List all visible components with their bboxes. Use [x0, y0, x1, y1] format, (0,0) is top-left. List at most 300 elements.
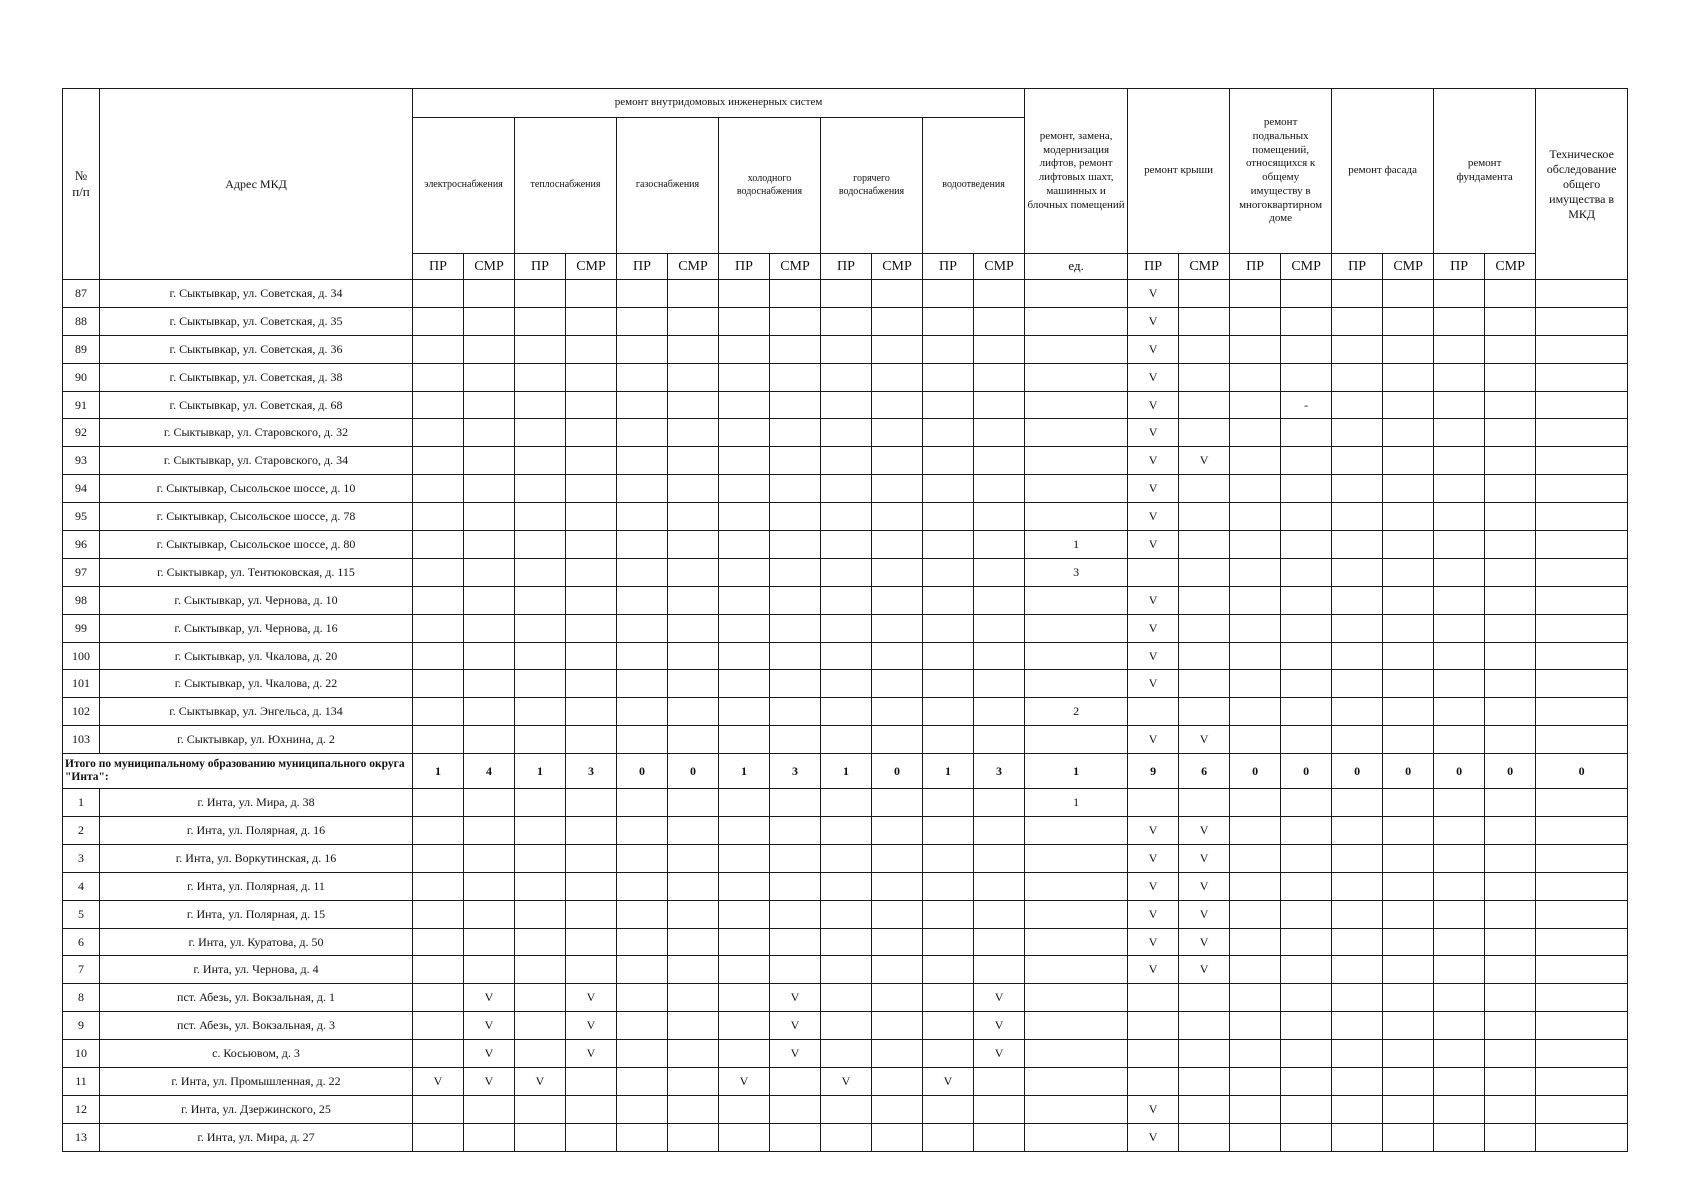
row-cell [821, 586, 872, 614]
row-cell [464, 531, 515, 559]
row-cell [515, 1040, 566, 1068]
total-cell: 9 [1128, 754, 1179, 789]
row-cell [515, 586, 566, 614]
row-cell [872, 447, 923, 475]
row-cell [1434, 956, 1485, 984]
row-cell [923, 447, 974, 475]
table-row [63, 698, 1628, 726]
row-cell: 1 [1025, 531, 1128, 559]
row-cell [1383, 1012, 1434, 1040]
row-cell [1281, 1095, 1332, 1123]
row-cell [1025, 817, 1128, 845]
row-cell [1230, 391, 1281, 419]
row-cell [1485, 558, 1536, 586]
row-cell [515, 335, 566, 363]
row-number: 96 [63, 531, 100, 559]
row-cell [719, 558, 770, 586]
row-cell: V [464, 1040, 515, 1068]
total-cell: 1 [821, 754, 872, 789]
table-row [63, 1123, 1628, 1151]
row-cell [1485, 844, 1536, 872]
row-cell [1332, 900, 1383, 928]
row-cell [566, 844, 617, 872]
row-cell: V [1128, 872, 1179, 900]
row-cell [719, 1040, 770, 1068]
row-cell [1434, 307, 1485, 335]
row-cell [719, 335, 770, 363]
row-cell [413, 363, 464, 391]
row-cell [1179, 1095, 1230, 1123]
row-cell [1025, 1123, 1128, 1151]
row-cell [1179, 419, 1230, 447]
row-cell [974, 335, 1025, 363]
row-cell [1230, 726, 1281, 754]
row-cell [1281, 558, 1332, 586]
total-label: Итого по муниципальному образованию муниципального округа "Инта": [63, 754, 413, 789]
row-cell [872, 984, 923, 1012]
row-cell [770, 558, 821, 586]
row-cell [1025, 447, 1128, 475]
row-cell [413, 447, 464, 475]
row-cell [1485, 1040, 1536, 1068]
table-row [63, 614, 1628, 642]
row-number: 91 [63, 391, 100, 419]
total-cell: 1 [413, 754, 464, 789]
row-cell: V [413, 1068, 464, 1096]
row-cell [1281, 789, 1332, 817]
row-cell [617, 872, 668, 900]
row-cell [566, 307, 617, 335]
row-cell [1281, 503, 1332, 531]
row-number: 10 [63, 1040, 100, 1068]
header-unit: ед. [1025, 254, 1128, 280]
row-cell [668, 670, 719, 698]
row-cell [1332, 586, 1383, 614]
row-cell [1485, 984, 1536, 1012]
row-cell [1536, 475, 1628, 503]
row-cell: 1 [1025, 789, 1128, 817]
row-cell [1434, 670, 1485, 698]
row-address: г. Сыктывкар, Сысольское шоссе, д. 10 [100, 475, 413, 503]
row-cell [1536, 503, 1628, 531]
header-number: № п/п [63, 89, 100, 280]
row-cell [1383, 419, 1434, 447]
row-cell [413, 1123, 464, 1151]
row-address: г. Инта, ул. Мира, д. 38 [100, 789, 413, 817]
row-cell [872, 558, 923, 586]
row-cell [1281, 280, 1332, 308]
row-cell [719, 531, 770, 559]
row-cell [1281, 844, 1332, 872]
row-cell [872, 928, 923, 956]
row-cell [515, 363, 566, 391]
row-cell [1434, 280, 1485, 308]
row-cell [1332, 817, 1383, 845]
row-cell [1536, 447, 1628, 475]
row-cell [770, 928, 821, 956]
row-cell [668, 872, 719, 900]
total-cell: 0 [1332, 754, 1383, 789]
row-address: г. Инта, ул. Полярная, д. 11 [100, 872, 413, 900]
row-cell [1332, 726, 1383, 754]
row-cell [1485, 280, 1536, 308]
row-cell [566, 363, 617, 391]
row-cell: V [1128, 586, 1179, 614]
row-cell [1536, 642, 1628, 670]
table-row [63, 642, 1628, 670]
row-cell [923, 726, 974, 754]
row-cell: V [1128, 900, 1179, 928]
row-cell [872, 789, 923, 817]
row-cell [872, 1123, 923, 1151]
row-cell [923, 1040, 974, 1068]
row-cell [923, 363, 974, 391]
row-cell [515, 817, 566, 845]
row-cell [923, 1095, 974, 1123]
row-cell: V [1128, 614, 1179, 642]
row-number: 4 [63, 872, 100, 900]
row-cell [1485, 419, 1536, 447]
row-cell [821, 531, 872, 559]
row-cell [974, 642, 1025, 670]
row-cell [1230, 956, 1281, 984]
total-cell: 0 [872, 754, 923, 789]
row-cell [770, 363, 821, 391]
row-cell [515, 698, 566, 726]
row-cell [1281, 984, 1332, 1012]
row-cell [1025, 307, 1128, 335]
row-address: г. Инта, ул. Куратова, д. 50 [100, 928, 413, 956]
header-pr: ПР [1128, 254, 1179, 280]
row-cell [1434, 642, 1485, 670]
header-foundation: ремонт фундамента [1434, 89, 1536, 254]
row-cell: V [1128, 817, 1179, 845]
table-body [63, 280, 1628, 1152]
row-cell [1230, 586, 1281, 614]
row-cell [1383, 1095, 1434, 1123]
row-cell [821, 726, 872, 754]
row-cell [821, 558, 872, 586]
row-cell: V [770, 1040, 821, 1068]
row-number: 87 [63, 280, 100, 308]
row-cell: V [566, 984, 617, 1012]
row-cell [464, 447, 515, 475]
row-cell [413, 614, 464, 642]
row-cell [770, 503, 821, 531]
total-cell: 0 [1230, 754, 1281, 789]
row-cell [1025, 844, 1128, 872]
row-address: г. Сыктывкар, ул. Чернова, д. 16 [100, 614, 413, 642]
row-address: г. Сыктывкар, ул. Тентюковская, д. 115 [100, 558, 413, 586]
row-cell [1025, 900, 1128, 928]
row-cell [821, 872, 872, 900]
row-cell [464, 586, 515, 614]
header-smr: СМР [872, 254, 923, 280]
row-cell [1383, 503, 1434, 531]
row-cell [1025, 642, 1128, 670]
row-cell [974, 475, 1025, 503]
row-cell [1434, 1095, 1485, 1123]
row-cell [1332, 844, 1383, 872]
row-cell [1434, 586, 1485, 614]
row-cell [1281, 363, 1332, 391]
row-cell [1536, 817, 1628, 845]
row-cell [923, 844, 974, 872]
row-cell [515, 531, 566, 559]
row-cell [668, 280, 719, 308]
row-cell [872, 872, 923, 900]
row-cell [1536, 698, 1628, 726]
row-cell [1332, 280, 1383, 308]
row-cell [872, 363, 923, 391]
row-cell [719, 726, 770, 754]
row-cell [923, 586, 974, 614]
row-cell [617, 614, 668, 642]
row-cell [1434, 419, 1485, 447]
row-cell [1179, 1068, 1230, 1096]
row-cell [1025, 984, 1128, 1012]
total-cell: 1 [1025, 754, 1128, 789]
row-cell [1179, 698, 1230, 726]
row-cell: V [1179, 956, 1230, 984]
row-cell [617, 698, 668, 726]
row-cell [1383, 335, 1434, 363]
row-cell [1434, 558, 1485, 586]
row-number: 103 [63, 726, 100, 754]
row-cell [1383, 307, 1434, 335]
row-cell [1536, 1095, 1628, 1123]
row-cell [770, 698, 821, 726]
row-cell [515, 1012, 566, 1040]
row-cell [566, 956, 617, 984]
header-smr: СМР [668, 254, 719, 280]
row-cell [515, 503, 566, 531]
row-cell [821, 956, 872, 984]
row-cell [1332, 956, 1383, 984]
row-address: пст. Абезь, ул. Вокзальная, д. 1 [100, 984, 413, 1012]
table-row [63, 558, 1628, 586]
row-cell [668, 817, 719, 845]
row-number: 100 [63, 642, 100, 670]
row-cell [1383, 698, 1434, 726]
row-cell [1383, 928, 1434, 956]
row-cell [923, 956, 974, 984]
row-cell [974, 1123, 1025, 1151]
row-cell [1025, 872, 1128, 900]
row-cell [770, 1068, 821, 1096]
row-cell: V [1179, 872, 1230, 900]
row-cell [1179, 307, 1230, 335]
row-cell: V [974, 1012, 1025, 1040]
row-cell [1025, 586, 1128, 614]
row-number: 101 [63, 670, 100, 698]
header-smr: СМР [566, 254, 617, 280]
row-cell [974, 363, 1025, 391]
row-cell [566, 391, 617, 419]
row-cell [1179, 586, 1230, 614]
row-cell [1230, 789, 1281, 817]
row-cell [566, 475, 617, 503]
row-cell [974, 817, 1025, 845]
row-cell [1485, 698, 1536, 726]
row-cell [617, 726, 668, 754]
row-cell: V [1128, 1095, 1179, 1123]
row-cell [974, 789, 1025, 817]
total-cell: 3 [770, 754, 821, 789]
row-address: г. Инта, ул. Воркутинская, д. 16 [100, 844, 413, 872]
table-row [63, 1012, 1628, 1040]
row-cell [821, 363, 872, 391]
row-cell [464, 670, 515, 698]
row-cell [821, 698, 872, 726]
row-cell [413, 307, 464, 335]
row-cell [1281, 642, 1332, 670]
row-cell [1332, 391, 1383, 419]
row-cell [974, 900, 1025, 928]
row-cell [1485, 872, 1536, 900]
row-cell [872, 726, 923, 754]
row-cell [413, 817, 464, 845]
row-cell [1536, 614, 1628, 642]
row-cell [617, 419, 668, 447]
row-cell [1485, 900, 1536, 928]
row-cell [974, 586, 1025, 614]
row-cell [719, 419, 770, 447]
row-cell: V [464, 984, 515, 1012]
row-cell [1434, 928, 1485, 956]
row-cell [1281, 307, 1332, 335]
row-address: пст. Абезь, ул. Вокзальная, д. 3 [100, 1012, 413, 1040]
row-cell [1332, 984, 1383, 1012]
row-cell [617, 586, 668, 614]
table-row [63, 670, 1628, 698]
row-cell [1230, 984, 1281, 1012]
row-cell [1485, 503, 1536, 531]
row-cell [1434, 1068, 1485, 1096]
row-cell [617, 928, 668, 956]
row-cell [719, 307, 770, 335]
row-cell [617, 817, 668, 845]
row-cell [1281, 1068, 1332, 1096]
row-cell [719, 928, 770, 956]
row-cell [821, 447, 872, 475]
row-cell [1025, 391, 1128, 419]
row-address: г. Инта, ул. Полярная, д. 16 [100, 817, 413, 845]
row-cell [413, 670, 464, 698]
row-cell [413, 531, 464, 559]
row-number: 95 [63, 503, 100, 531]
header-lift: ремонт, замена, модернизация лифтов, ремонт лифтовых шахт, машинных и блочных помещений [1025, 89, 1128, 254]
row-cell [770, 614, 821, 642]
row-cell [668, 531, 719, 559]
row-cell [872, 475, 923, 503]
row-cell [1332, 531, 1383, 559]
row-cell [1383, 475, 1434, 503]
row-cell [719, 984, 770, 1012]
row-address: г. Сыктывкар, ул. Советская, д. 35 [100, 307, 413, 335]
row-cell [617, 670, 668, 698]
row-cell [617, 447, 668, 475]
row-cell [1230, 698, 1281, 726]
row-cell [668, 558, 719, 586]
row-cell [1485, 335, 1536, 363]
row-cell [872, 642, 923, 670]
row-cell [464, 280, 515, 308]
row-cell [872, 335, 923, 363]
row-cell [1281, 698, 1332, 726]
row-cell [1536, 280, 1628, 308]
row-cell [566, 531, 617, 559]
row-cell [566, 1095, 617, 1123]
row-cell [923, 1012, 974, 1040]
row-cell: V [1128, 642, 1179, 670]
row-cell [872, 1012, 923, 1040]
row-cell [668, 928, 719, 956]
row-cell [1230, 1123, 1281, 1151]
row-cell [1536, 928, 1628, 956]
row-cell [1230, 363, 1281, 391]
row-cell [464, 789, 515, 817]
row-cell [413, 642, 464, 670]
row-number: 97 [63, 558, 100, 586]
row-cell [1536, 586, 1628, 614]
row-cell [1383, 642, 1434, 670]
row-cell [617, 1123, 668, 1151]
row-cell [1485, 789, 1536, 817]
row-cell [413, 789, 464, 817]
row-cell [464, 872, 515, 900]
row-cell [566, 789, 617, 817]
row-cell [1179, 1040, 1230, 1068]
row-cell [1281, 928, 1332, 956]
row-cell [1128, 1068, 1179, 1096]
row-cell [974, 928, 1025, 956]
row-cell [413, 900, 464, 928]
row-cell [770, 447, 821, 475]
row-cell [1230, 280, 1281, 308]
row-cell [515, 614, 566, 642]
row-cell [1383, 900, 1434, 928]
row-cell [1536, 1068, 1628, 1096]
row-cell [719, 670, 770, 698]
row-address: г. Инта, ул. Чернова, д. 4 [100, 956, 413, 984]
row-cell [872, 586, 923, 614]
row-cell [974, 726, 1025, 754]
row-cell [821, 503, 872, 531]
row-cell: V [515, 1068, 566, 1096]
row-cell [1383, 280, 1434, 308]
row-cell [1332, 670, 1383, 698]
row-cell [566, 586, 617, 614]
row-cell [770, 789, 821, 817]
row-cell [1230, 1095, 1281, 1123]
row-cell [1536, 670, 1628, 698]
row-cell [617, 391, 668, 419]
row-number: 102 [63, 698, 100, 726]
row-cell [617, 307, 668, 335]
row-cell [1128, 1040, 1179, 1068]
row-cell [923, 1123, 974, 1151]
row-cell [1281, 1012, 1332, 1040]
row-cell [1485, 670, 1536, 698]
row-cell: V [1128, 280, 1179, 308]
row-cell [668, 586, 719, 614]
row-cell [1281, 670, 1332, 698]
row-cell [821, 817, 872, 845]
row-cell [770, 419, 821, 447]
row-cell: V [1179, 844, 1230, 872]
row-cell [1536, 335, 1628, 363]
